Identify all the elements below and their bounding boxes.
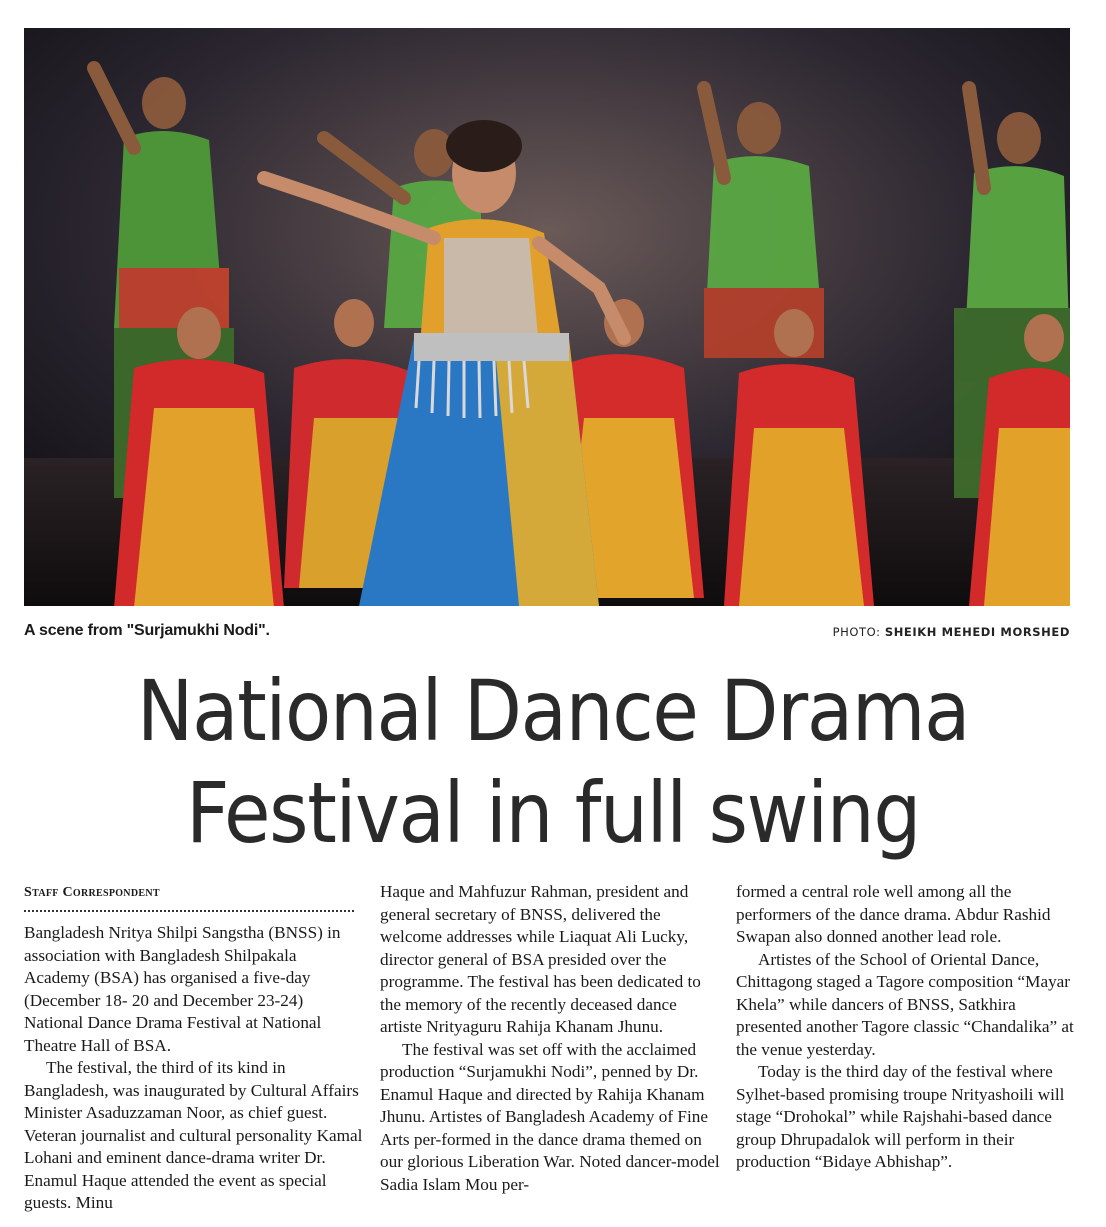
paragraph: The festival, the third of its kind in Bangladesh, was inaugurated by Cultural Affairs Minister Asaduzzaman Noor, as chief guest. Veteran journalist and cultural personality Kamal Lohani and eminent dance-drama writer Dr. Enamul Haque attended the event as special guests. Minu	[24, 1058, 363, 1212]
paragraph: Artistes of the School of Oriental Dance, Chittagong staged a Tagore composition “Mayar Khela” while dancers of BNSS, Satkhira presented another Tagore classic “Chandalika” at the venue yesterday.	[736, 949, 1074, 1059]
photo-credit	[833, 625, 1070, 639]
photo-credit-name: SHEIKH MEHEDI MORSHED	[884, 625, 1070, 639]
article-column-3	[736, 881, 1076, 1174]
dance-photo-illustration	[24, 28, 1070, 606]
article-column-1	[24, 880, 364, 1215]
byline-text: Staff Correspondent	[24, 885, 160, 900]
photo-caption: A scene from "Surjamukhi Nodi".	[24, 622, 270, 639]
dance-photo	[24, 28, 1070, 606]
paragraph: Today is the third day of the festival where Sylhet-based promising troupe Nrityashoili will stage “Drohokal” while Rajshahi-based dance group Dhrupadalok will perform in their production “Bidaye Abhishap”.	[736, 1062, 1065, 1171]
paragraph: Bangladesh Nritya Shilpi Sangstha (BNSS) in association with Bangladesh Shilpakala Academy (BSA) has organised a five-day (December 18- 20 and December 23-24) National Dance Drama Festival at National Theatre Hall of BSA.	[24, 923, 341, 1055]
paragraph: The festival was set off with the acclaimed production “Surjamukhi Nodi”, penned by Dr. Enamul Haque and directed by Rahija Khanam Jhunu. Artistes of Bangladesh Academy of Fine Arts per-formed in the dance drama themed on our glorious Liberation War. Noted dancer-model Sadia Islam Mou per-	[380, 1039, 720, 1194]
byline	[24, 882, 364, 904]
headline	[55, 660, 1050, 864]
paragraph: Haque and Mahfuzur Rahman, president and general secretary of BNSS, delivered the welcome addresses while Liaquat Ali Lucky, director general of BSA presided over the programme. The festival has been dedicated to the memory of the recently deceased dance artiste Nrityaguru Rahija Khanam Jhunu.	[380, 882, 701, 1036]
photo-caption-row	[24, 620, 1070, 646]
photo-credit-prefix: PHOTO:	[832, 625, 885, 639]
byline-divider	[24, 904, 354, 912]
headline-line-1: National Dance Drama	[136, 662, 970, 760]
article-column-2	[380, 881, 720, 1196]
paragraph: formed a central role well among all the performers of the dance drama. Abdur Rashid Swapan also donned another lead role.	[736, 882, 1051, 946]
headline-line-2: Festival in full swing	[186, 764, 920, 862]
